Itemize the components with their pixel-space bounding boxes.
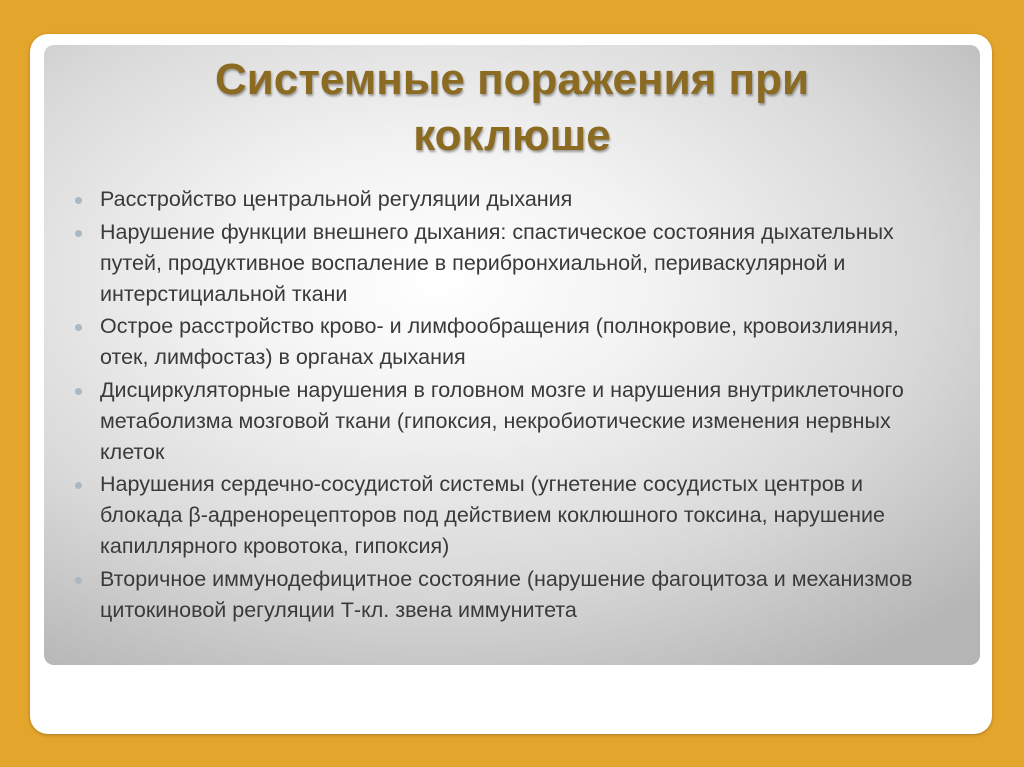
bullet-dot-icon (75, 388, 82, 395)
bullet-dot-icon (75, 482, 82, 489)
bullet-list (100, 184, 950, 627)
bullet-item (100, 375, 950, 468)
bullet-text: Вторичное иммунодефицитное состояние (нарушение фагоцитоза и механизмов цитокиновой регуляции Т-кл. звена иммунитета (100, 566, 913, 622)
slide-title (44, 52, 980, 164)
bullet-dot-icon (75, 197, 82, 204)
bullet-item (100, 217, 950, 310)
bullet-item (100, 564, 950, 626)
bullet-text: Острое расстройство крово- и лимфообращения (полнокровие, кровоизлияния, отек, лимфостаз) в органах дыхания (100, 314, 899, 369)
bullet-dot-icon (75, 577, 82, 584)
bullet-dot-icon (75, 324, 82, 331)
bullet-item (100, 184, 950, 215)
bullet-dot-icon (75, 230, 82, 237)
bullet-text: Дисциркуляторные нарушения в головном мозге и нарушения внутриклеточного метаболизма мозговой ткани (гипоксия, некробиотические изменения нервных клеток (100, 377, 904, 464)
bullet-text: Нарушение функции внешнего дыхания: спастическое состояния дыхательных путей, продуктивное воспаление в перибронхиальной, периваскулярной и интерстициальной ткани (100, 219, 894, 306)
bullet-item (100, 311, 950, 373)
bullet-item (100, 469, 950, 562)
slide-title-line-1: Системные поражения при (214, 55, 810, 104)
bullet-text: Нарушения сердечно-сосудистой системы (угнетение сосудистых центров и блокада β-адренорецепторов под действием коклюшного токсина, нарушение капиллярного кровотока, гипоксия) (100, 472, 885, 558)
slide-title-line-2: коклюше (413, 111, 611, 160)
bullet-text: Расстройство центральной регуляции дыхания (100, 187, 573, 211)
